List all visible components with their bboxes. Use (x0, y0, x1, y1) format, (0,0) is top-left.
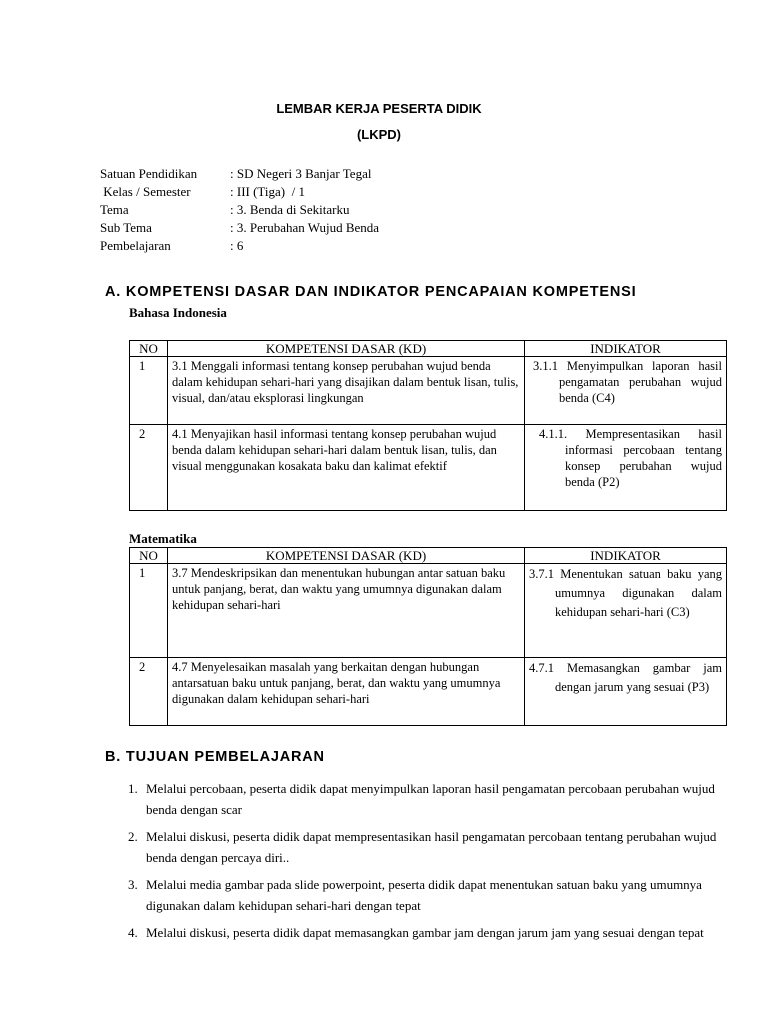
row-no: 2 (130, 658, 168, 726)
row-indikator: 3.7.1 Menentukan satuan baku yang umumnya digunakan dalam kehidupan sehari-hari (C3) (525, 564, 727, 658)
info-label: Tema (100, 202, 129, 217)
info-row-tema (100, 201, 379, 219)
row-kd: 3.1 Menggali informasi tentang konsep perubahan wujud benda dalam kehidupan sehari-hari yang disajikan dalam bentuk lisan, tulis, visual, dan/atau eksplorasi lingkungan (168, 357, 525, 425)
list-item-number: 2. (128, 829, 138, 844)
header-no: NO (130, 341, 168, 357)
info-value: : 6 (230, 238, 244, 253)
list-item-text: Melalui diskusi, peserta didik dapat memasangkan gambar jam dengan jarum jam yang sesuai dengan tepat (146, 925, 704, 940)
list-item-text: Melalui media gambar pada slide powerpoint, peserta didik dapat menentukan satuan baku yang umumnya digunakan dalam kehidupan sehari-hari dengan tepat (146, 877, 702, 913)
kd-table-bahasa (129, 340, 727, 511)
subject-bahasa-indonesia: Bahasa Indonesia (129, 305, 227, 320)
info-row-kelas (100, 183, 379, 201)
list-item-number: 3. (128, 877, 138, 892)
header-indikator: INDIKATOR (525, 341, 727, 357)
header-kd: KOMPETENSI DASAR (KD) (168, 548, 525, 564)
list-item-text: Melalui percobaan, peserta didik dapat menyimpulkan laporan hasil pengamatan percobaan perubahan wujud benda dengan scar (146, 781, 715, 817)
list-item-number: 1. (128, 781, 138, 796)
info-row-subtema (100, 219, 379, 237)
row-no: 1 (130, 564, 168, 658)
row-no: 1 (130, 357, 168, 425)
info-label: Sub Tema (100, 220, 152, 235)
list-item-number: 4. (128, 925, 138, 940)
row-kd: 4.1 Menyajikan hasil informasi tentang konsep perubahan wujud benda dalam kehidupan sehari-hari dalam bentuk lisan, tulis, dan visual menggunakan kosakata baku dan kalimat efektif (168, 425, 525, 511)
list-item (100, 874, 720, 916)
list-item-text: Melalui diskusi, peserta didik dapat mempresentasikan hasil pengamatan percobaan tentang perubahan wujud benda dengan percaya diri.. (146, 829, 717, 865)
row-indikator: 4.7.1 Memasangkan gambar jam dengan jarum yang sesuai (P3) (525, 658, 727, 726)
row-indikator: 3.1.1 Menyimpulkan laporan hasil pengamatan perubahan wujud benda (C4) (525, 357, 727, 425)
header-no: NO (130, 548, 168, 564)
header-kd: KOMPETENSI DASAR (KD) (168, 341, 525, 357)
table-row (130, 425, 727, 511)
subject-matematika: Matematika (129, 531, 197, 546)
info-value: : III (Tiga) / 1 (230, 184, 305, 199)
table-row (130, 357, 727, 425)
list-item (100, 778, 720, 820)
row-kd: 3.7 Mendeskripsikan dan menentukan hubungan antar satuan baku untuk panjang, berat, dan waktu yang umumnya digunakan dalam kehidupan sehari-hari (168, 564, 525, 658)
row-kd: 4.7 Menyelesaikan masalah yang berkaitan dengan hubungan antarsatuan baku untuk panjang, berat, dan waktu yang umumnya digunakan dalam kehidupan sehari-hari (168, 658, 525, 726)
document-title: LEMBAR KERJA PESERTA DIDIK (276, 101, 482, 116)
row-indikator: 4.1.1. Mempresentasikan hasil informasi percobaan tentang konsep perubahan wujud benda (P2) (525, 425, 727, 511)
info-value: : SD Negeri 3 Banjar Tegal (230, 166, 372, 181)
info-value: : 3. Perubahan Wujud Benda (230, 220, 380, 235)
table-header-row (130, 341, 727, 357)
learning-goals-list (100, 778, 720, 949)
section-b-heading: B. TUJUAN PEMBELAJARAN (105, 749, 325, 765)
table-row (130, 564, 727, 658)
table-header-row (130, 548, 727, 564)
info-label: Kelas / Semester (100, 184, 191, 199)
list-item (100, 826, 720, 868)
header-indikator: INDIKATOR (525, 548, 727, 564)
identity-block (100, 165, 379, 255)
info-row-pembelajaran (100, 237, 379, 255)
row-no: 2 (130, 425, 168, 511)
info-row-satuan (100, 165, 379, 183)
table-row (130, 658, 727, 726)
info-label: Satuan Pendidikan (100, 166, 198, 181)
info-label: Pembelajaran (100, 238, 171, 253)
info-value: : 3. Benda di Sekitarku (230, 202, 350, 217)
kd-table-matematika (129, 547, 727, 726)
list-item (100, 922, 720, 943)
section-a-heading: A. KOMPETENSI DASAR DAN INDIKATOR PENCAPAIAN KOMPETENSI (105, 284, 637, 300)
document-subtitle: (LKPD) (356, 127, 402, 142)
